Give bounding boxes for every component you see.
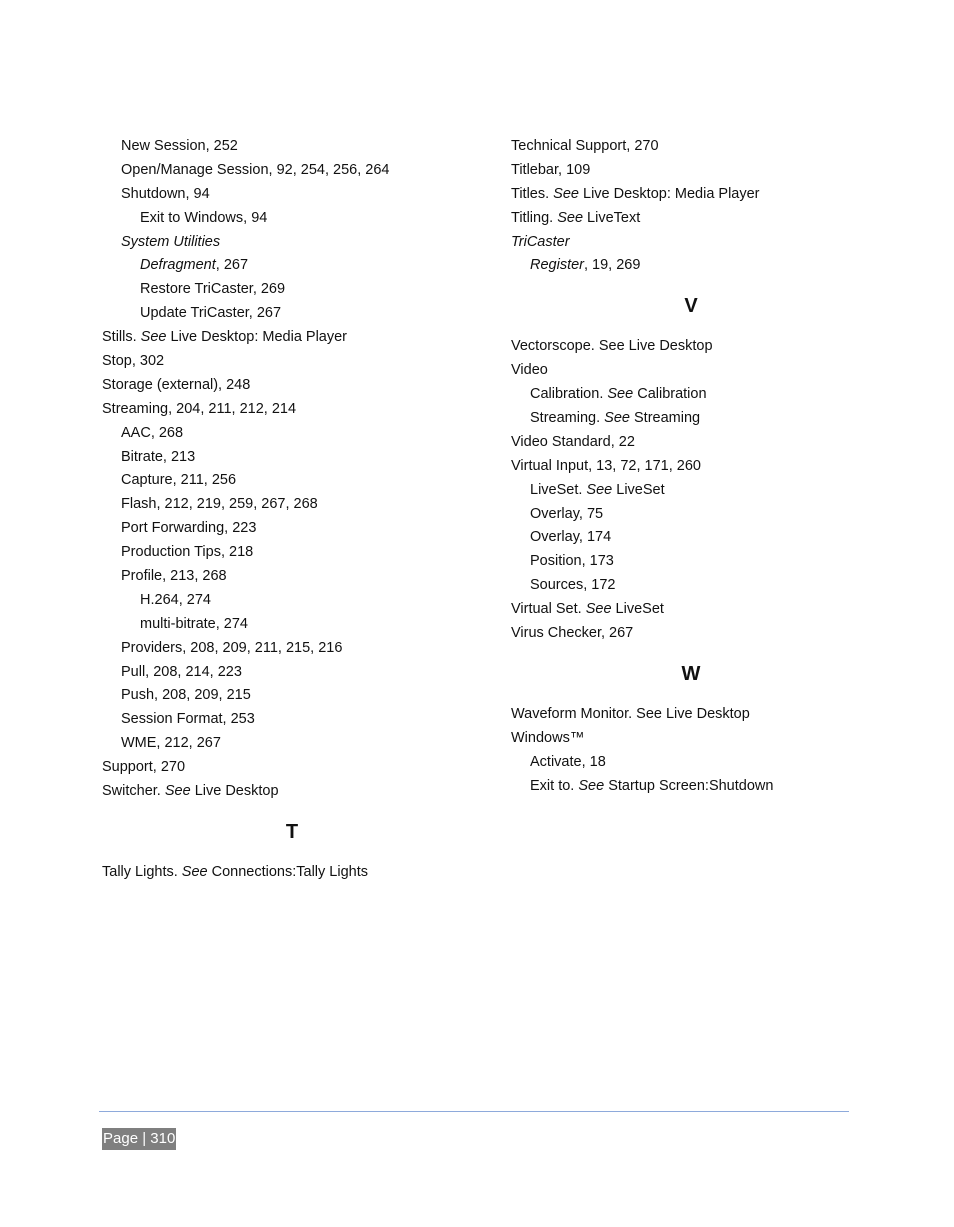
index-target: LiveSet xyxy=(612,481,665,498)
index-column-right xyxy=(511,135,871,798)
see-reference: See xyxy=(140,329,167,346)
index-entry: New Session, 252 xyxy=(121,138,238,154)
index-target: Live Desktop: Media Player xyxy=(166,329,348,346)
index-entry: Vectorscope. See Live Desktop xyxy=(511,338,713,355)
index-entry: Flash, 212, 219, 259, 267, 268 xyxy=(121,496,318,513)
index-entry: Providers, 208, 209, 211, 215, 216 xyxy=(121,639,343,656)
index-target: Connections:Tally Lights xyxy=(207,863,369,880)
index-term: Titles. xyxy=(511,185,554,202)
index-entry: AAC, 268 xyxy=(121,424,184,441)
index-entry: System Utilities xyxy=(121,233,221,250)
see-reference: See xyxy=(585,601,612,618)
index-entry: Pull, 208, 214, 223 xyxy=(121,663,242,680)
index-pages: , 267 xyxy=(215,257,249,274)
see-reference: See xyxy=(557,209,584,226)
index-target: LiveSet xyxy=(611,601,664,618)
section-letter-v: V xyxy=(684,295,698,318)
index-entry: Virus Checker, 267 xyxy=(511,625,634,642)
index-entry: Open/Manage Session, 92, 254, 256, 264 xyxy=(121,161,390,178)
index-entry: Activate, 18 xyxy=(530,753,606,770)
index-entry xyxy=(511,254,871,278)
index-entry: Virtual Input, 13, 72, 171, 260 xyxy=(511,457,701,474)
see-reference: See xyxy=(164,783,191,800)
index-term: Virtual Set. xyxy=(511,601,586,618)
see-reference: See xyxy=(586,481,613,498)
see-reference: See xyxy=(553,185,579,202)
see-reference: See xyxy=(578,777,605,794)
index-target: Calibration xyxy=(633,386,707,403)
index-pages: , 19, 269 xyxy=(584,257,641,274)
index-term: Tally Lights. xyxy=(102,863,182,880)
index-entry: Update TriCaster, 267 xyxy=(140,305,282,322)
index-entry: Streaming, 204, 211, 212, 214 xyxy=(102,400,297,417)
index-entry: multi-bitrate, 274 xyxy=(140,615,248,632)
index-entry: Storage (external), 248 xyxy=(102,376,251,393)
index-entry: WME, 212, 267 xyxy=(121,735,221,752)
index-target: LiveText xyxy=(583,209,641,226)
index-entry: Sources, 172 xyxy=(530,577,616,594)
index-entry xyxy=(511,479,871,503)
index-term: Calibration. xyxy=(530,386,608,403)
index-entry xyxy=(511,407,871,431)
index-entry: Profile, 213, 268 xyxy=(121,568,227,585)
index-entry: Technical Support, 270 xyxy=(511,138,659,154)
index-entry: Overlay, 75 xyxy=(530,505,604,522)
index-entry: Windows™ xyxy=(511,729,585,746)
index-entry: Session Format, 253 xyxy=(121,711,255,728)
index-entry: Waveform Monitor. See Live Desktop xyxy=(511,705,750,722)
index-entry xyxy=(102,780,482,804)
index-entry xyxy=(102,254,482,278)
index-entry xyxy=(511,598,871,622)
index-entry: Stop, 302 xyxy=(102,353,165,370)
index-target: Startup Screen:Shutdown xyxy=(604,777,774,794)
page-number-label: Page | 310 xyxy=(102,1128,176,1150)
index-entry: Bitrate, 213 xyxy=(121,448,196,465)
index-term: Titling. xyxy=(511,209,558,226)
index-term: Register xyxy=(530,257,584,274)
index-entry: Video Standard, 22 xyxy=(511,433,635,450)
index-entry: Port Forwarding, 223 xyxy=(121,520,257,537)
index-entry xyxy=(511,183,871,207)
section-letter-t: T xyxy=(285,820,299,843)
index-entry xyxy=(511,207,871,231)
see-reference: See xyxy=(604,410,630,427)
section-letter-w: W xyxy=(681,662,701,685)
index-entry: Position, 173 xyxy=(530,553,614,570)
see-reference: See xyxy=(181,863,208,880)
index-entry xyxy=(511,383,871,407)
index-entry xyxy=(102,861,482,885)
index-entry: Push, 208, 209, 215 xyxy=(121,687,251,704)
index-entry: Video xyxy=(511,362,548,379)
index-term: LiveSet. xyxy=(530,481,587,498)
index-entry: Exit to Windows, 94 xyxy=(140,209,268,226)
index-term: Exit to. xyxy=(530,777,579,794)
index-entry: TriCaster xyxy=(511,233,570,250)
index-entry xyxy=(102,326,482,350)
index-entry: Production Tips, 218 xyxy=(121,544,254,561)
index-term: Defragment xyxy=(140,257,216,274)
index-entry: Overlay, 174 xyxy=(530,529,612,546)
index-entry: Titlebar, 109 xyxy=(511,161,591,178)
index-target: Streaming xyxy=(629,410,701,427)
index-entry xyxy=(511,775,871,799)
index-entry: Restore TriCaster, 269 xyxy=(140,281,286,298)
index-column-left xyxy=(102,135,482,885)
index-term: Stills. xyxy=(102,329,141,346)
see-reference: See xyxy=(607,386,634,403)
index-target: Live Desktop xyxy=(190,783,279,800)
index-entry: Shutdown, 94 xyxy=(121,185,210,202)
index-entry: H.264, 274 xyxy=(140,591,211,608)
index-target: Live Desktop: Media Player xyxy=(578,185,760,202)
index-entry: Support, 270 xyxy=(102,759,186,776)
index-term: Switcher. xyxy=(102,783,165,800)
index-term: Streaming. xyxy=(530,410,605,427)
footer-divider xyxy=(99,1111,849,1112)
index-entry: Capture, 211, 256 xyxy=(121,472,237,489)
